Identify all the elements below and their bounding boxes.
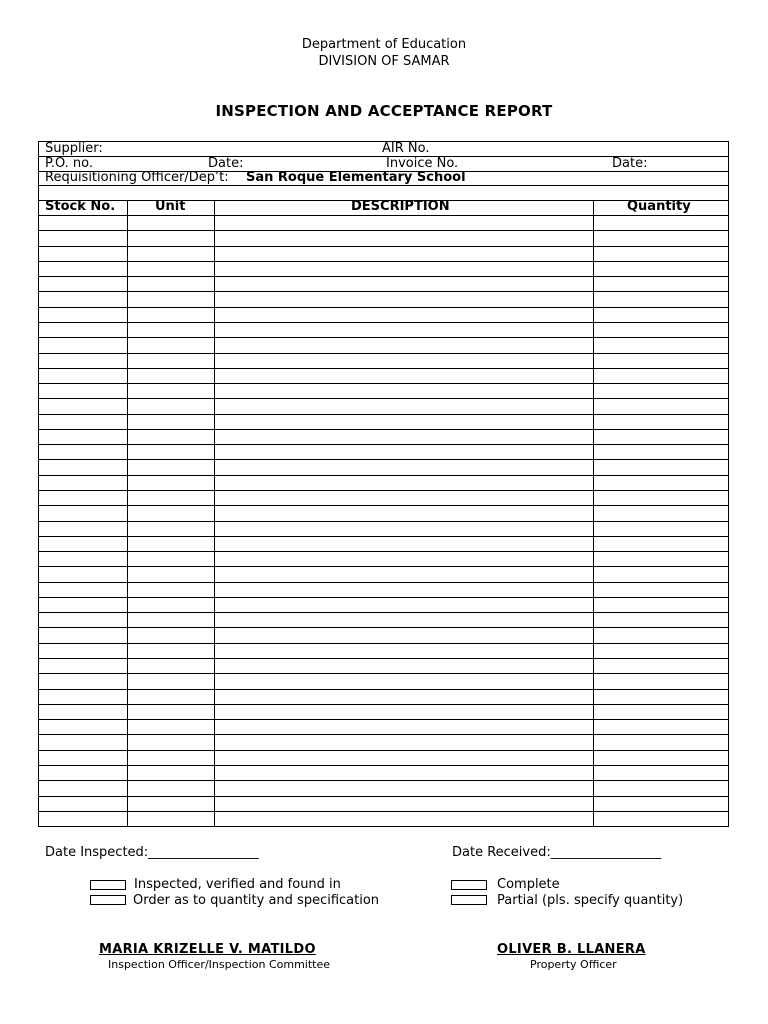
invoice-date-label: Date: xyxy=(612,156,648,171)
table-row xyxy=(39,368,728,369)
column-divider xyxy=(593,200,594,826)
col-header-unit: Unit xyxy=(155,199,186,214)
table-row xyxy=(39,459,728,460)
table-row xyxy=(39,353,728,354)
table-row xyxy=(39,734,728,735)
invoice-no-label: Invoice No. xyxy=(386,156,459,171)
department-name: Department of Education xyxy=(301,37,467,52)
table-row xyxy=(39,261,728,262)
table-row xyxy=(39,414,728,415)
table-row xyxy=(39,612,728,613)
table-row xyxy=(39,750,728,751)
table-row xyxy=(39,475,728,476)
requisitioning-officer-value: San Roque Elementary School xyxy=(246,170,466,185)
table-row xyxy=(39,429,728,430)
supplier-label: Supplier: xyxy=(45,141,103,156)
table-row xyxy=(39,337,728,338)
table-row xyxy=(39,780,728,781)
col-header-description: DESCRIPTION xyxy=(351,199,450,214)
table-row xyxy=(39,643,728,644)
table-row xyxy=(39,276,728,277)
air-no-label: AIR No. xyxy=(382,141,430,156)
table-row xyxy=(39,521,728,522)
table-row xyxy=(39,291,728,292)
column-divider xyxy=(214,200,215,826)
property-officer-name: OLIVER B. LLANERA xyxy=(497,942,646,957)
order-checkbox[interactable] xyxy=(90,895,126,905)
table-row xyxy=(39,322,728,323)
col-header-stock-no: Stock No. xyxy=(45,199,116,214)
table-row xyxy=(39,658,728,659)
col-header-quantity: Quantity xyxy=(627,199,691,214)
table-row xyxy=(39,398,728,399)
table-row xyxy=(39,383,728,384)
table-row xyxy=(39,551,728,552)
report-form-table xyxy=(38,141,729,827)
table-row xyxy=(39,765,728,766)
date-inspected-field[interactable]: Date Inspected:_________________ xyxy=(45,845,259,860)
table-row xyxy=(39,490,728,491)
table-row xyxy=(39,307,728,308)
inspection-officer-name: MARIA KRIZELLE V. MATILDO xyxy=(99,942,316,957)
table-row xyxy=(39,704,728,705)
inspected-label-line2: Order as to quantity and specification xyxy=(133,893,380,908)
requisitioning-officer-label: Requisitioning Officer/Dep’t: xyxy=(45,170,229,185)
division-name: DIVISION OF SAMAR xyxy=(318,54,450,69)
table-row xyxy=(39,627,728,628)
inspected-checkbox[interactable] xyxy=(90,880,126,890)
table-row xyxy=(39,505,728,506)
partial-checkbox[interactable] xyxy=(451,895,487,905)
table-row xyxy=(39,719,728,720)
table-row xyxy=(39,215,728,216)
property-officer-role: Property Officer xyxy=(530,958,617,971)
inspected-label-line1: Inspected, verified and found in xyxy=(134,877,341,892)
table-row xyxy=(39,597,728,598)
table-row xyxy=(39,246,728,247)
table-row xyxy=(39,230,728,231)
table-row xyxy=(39,796,728,797)
column-divider xyxy=(127,200,128,826)
table-row xyxy=(39,536,728,537)
po-no-label: P.O. no. xyxy=(45,156,94,171)
row-divider xyxy=(39,185,728,186)
report-title: INSPECTION AND ACCEPTANCE REPORT xyxy=(215,102,553,120)
table-row xyxy=(39,811,728,812)
po-date-label: Date: xyxy=(208,156,244,171)
partial-label: Partial (pls. specify quantity) xyxy=(497,893,684,908)
date-received-field[interactable]: Date Received:_________________ xyxy=(452,845,662,860)
inspection-officer-role: Inspection Officer/Inspection Committee xyxy=(108,958,331,971)
complete-checkbox[interactable] xyxy=(451,880,487,890)
table-row xyxy=(39,673,728,674)
complete-label: Complete xyxy=(497,877,560,892)
table-row xyxy=(39,444,728,445)
table-row xyxy=(39,582,728,583)
table-row xyxy=(39,566,728,567)
table-row xyxy=(39,689,728,690)
